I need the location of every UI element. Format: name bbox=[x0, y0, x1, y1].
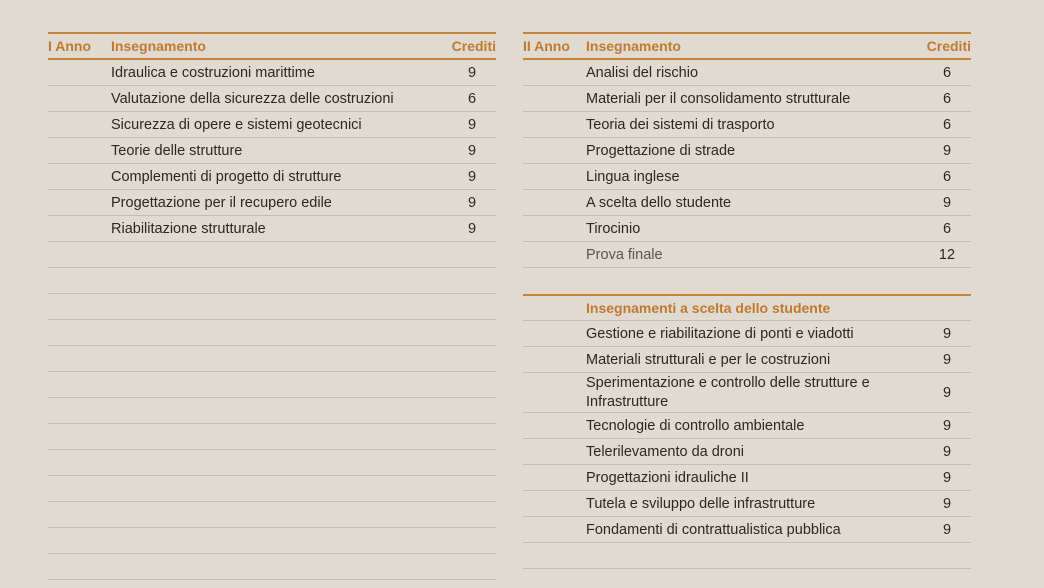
table-row bbox=[523, 60, 971, 86]
table-row bbox=[523, 86, 971, 112]
empty-row bbox=[48, 346, 496, 372]
course-credits: 9 bbox=[942, 351, 952, 368]
course-credits: 9 bbox=[467, 220, 477, 237]
table-row bbox=[48, 60, 496, 86]
course-name: Sperimentazione e controllo delle strutture e Infrastrutture bbox=[586, 374, 870, 410]
second-year-header bbox=[523, 32, 971, 60]
course-credits: 9 bbox=[467, 64, 477, 81]
course-column-label: Insegnamento bbox=[586, 38, 681, 54]
second-year-table bbox=[523, 32, 971, 569]
table-row bbox=[48, 190, 496, 216]
table-row bbox=[48, 86, 496, 112]
first-year-table bbox=[48, 32, 496, 580]
table-row bbox=[523, 347, 971, 373]
empty-row bbox=[48, 528, 496, 554]
course-credits: 9 bbox=[467, 168, 477, 185]
course-name: Tutela e sviluppo delle infrastrutture bbox=[586, 495, 816, 512]
electives-title: Insegnamenti a scelta dello studente bbox=[586, 300, 831, 316]
table-row bbox=[523, 517, 971, 543]
course-name: Prova finale bbox=[586, 246, 663, 263]
section-gap bbox=[523, 268, 971, 294]
table-row bbox=[523, 138, 971, 164]
course-name: Teoria dei sistemi di trasporto bbox=[586, 116, 775, 133]
course-credits: 6 bbox=[467, 90, 477, 107]
table-row bbox=[523, 465, 971, 491]
course-name: Tirocinio bbox=[586, 220, 641, 237]
electives-header bbox=[523, 294, 971, 321]
table-row bbox=[523, 190, 971, 216]
course-credits: 6 bbox=[942, 64, 952, 81]
table-row bbox=[523, 216, 971, 242]
course-credits: 12 bbox=[938, 246, 956, 263]
table-row bbox=[48, 164, 496, 190]
course-credits: 9 bbox=[942, 194, 952, 211]
course-name: A scelta dello studente bbox=[586, 194, 732, 211]
table-row bbox=[523, 439, 971, 465]
empty-row bbox=[48, 398, 496, 424]
course-name: Progettazioni idrauliche II bbox=[586, 469, 749, 486]
course-name: Analisi del rischio bbox=[586, 64, 699, 81]
empty-row bbox=[48, 502, 496, 528]
table-row bbox=[48, 112, 496, 138]
course-credits: 9 bbox=[942, 417, 952, 434]
course-credits: 9 bbox=[942, 443, 952, 460]
empty-row bbox=[48, 268, 496, 294]
course-credits: 6 bbox=[942, 116, 952, 133]
course-name: Sicurezza di opere e sistemi geotecnici bbox=[111, 116, 362, 133]
course-name: Idraulica e costruzioni marittime bbox=[111, 64, 315, 81]
empty-row bbox=[48, 450, 496, 476]
course-name: Materiali strutturali e per le costruzioni bbox=[586, 351, 831, 368]
credits-column-label: Crediti bbox=[451, 38, 496, 54]
table-row bbox=[48, 138, 496, 164]
course-credits: 9 bbox=[467, 116, 477, 133]
course-name: Lingua inglese bbox=[586, 168, 680, 185]
first-year-header bbox=[48, 32, 496, 60]
empty-row bbox=[48, 476, 496, 502]
table-row bbox=[48, 216, 496, 242]
year-label: II Anno bbox=[523, 38, 570, 54]
course-credits: 9 bbox=[942, 469, 952, 486]
table-row bbox=[523, 373, 971, 413]
empty-row bbox=[48, 320, 496, 346]
table-row bbox=[523, 321, 971, 347]
table-row bbox=[523, 491, 971, 517]
course-name: Valutazione della sicurezza delle costruzioni bbox=[111, 90, 394, 107]
table-row bbox=[523, 242, 971, 268]
empty-row bbox=[523, 543, 971, 569]
course-name: Complementi di progetto di strutture bbox=[111, 168, 342, 185]
table-row bbox=[523, 164, 971, 190]
table-row bbox=[523, 112, 971, 138]
course-credits: 9 bbox=[467, 194, 477, 211]
course-credits: 9 bbox=[942, 325, 952, 342]
course-credits: 9 bbox=[942, 384, 952, 401]
empty-row bbox=[48, 372, 496, 398]
course-name: Gestione e riabilitazione di ponti e viadotti bbox=[586, 325, 854, 342]
course-credits: 6 bbox=[942, 168, 952, 185]
course-credits: 6 bbox=[942, 220, 952, 237]
course-name: Progettazione di strade bbox=[586, 142, 736, 159]
empty-row bbox=[48, 554, 496, 580]
course-name: Progettazione per il recupero edile bbox=[111, 194, 332, 211]
empty-row bbox=[48, 424, 496, 450]
table-row bbox=[523, 413, 971, 439]
course-credits: 9 bbox=[942, 495, 952, 512]
course-name: Riabilitazione strutturale bbox=[111, 220, 266, 237]
course-name: Tecnologie di controllo ambientale bbox=[586, 417, 805, 434]
course-credits: 6 bbox=[942, 90, 952, 107]
empty-row bbox=[48, 294, 496, 320]
credits-column-label: Crediti bbox=[926, 38, 971, 54]
course-name: Teorie delle strutture bbox=[111, 142, 243, 159]
course-name: Fondamenti di contrattualistica pubblica bbox=[586, 521, 841, 538]
course-name: Materiali per il consolidamento strutturale bbox=[586, 90, 851, 107]
empty-row bbox=[48, 242, 496, 268]
course-credits: 9 bbox=[942, 521, 952, 538]
year-label: I Anno bbox=[48, 38, 92, 54]
course-name: Telerilevamento da droni bbox=[586, 443, 744, 460]
course-credits: 9 bbox=[942, 142, 952, 159]
course-credits: 9 bbox=[467, 142, 477, 159]
course-column-label: Insegnamento bbox=[111, 38, 206, 54]
